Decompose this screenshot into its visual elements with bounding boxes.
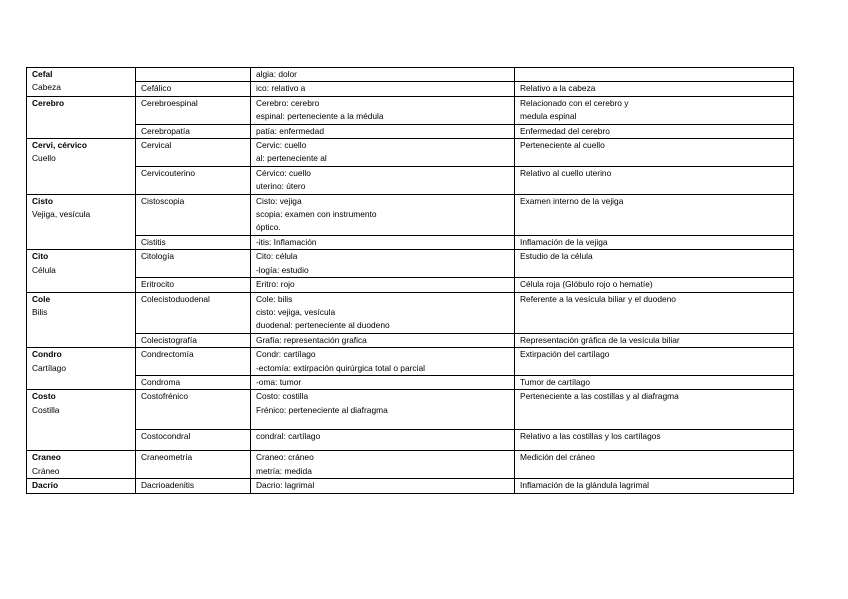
- term-cell: Cervicouterino: [136, 166, 251, 194]
- definition-cell: [515, 68, 794, 82]
- word-parts-cell: -itis: Inflamación: [251, 235, 515, 249]
- word-parts-cell: Grafía: representación grafica: [251, 333, 515, 347]
- word-parts-cell: Cisto: vejiga scopia: examen con instrumento óptico.: [251, 194, 515, 235]
- term-cell: Condroma: [136, 375, 251, 389]
- definition-cell: Inflamación de la vejiga: [515, 235, 794, 249]
- word-parts-cell: -oma: tumor: [251, 375, 515, 389]
- root-label: Cito: [32, 251, 49, 262]
- table-row: [27, 348, 794, 376]
- root-meaning: Cuello: [32, 153, 56, 164]
- word-parts-cell: Cito: célula -logía: estudio: [251, 250, 515, 278]
- root-label: Cisto: [32, 195, 53, 206]
- root-meaning: Cráneo: [32, 465, 60, 476]
- word-parts-cell: Dacrio: lagrimal: [251, 479, 515, 493]
- root-cell: [27, 96, 136, 138]
- word-parts-cell: patía: enfermedad: [251, 124, 515, 138]
- definition-cell: Inflamación de la glándula lagrimal: [515, 479, 794, 493]
- root-label: Costo: [32, 391, 56, 402]
- root-label: Craneo: [32, 452, 61, 463]
- table-row: [27, 250, 794, 278]
- medical-terms-body: [27, 68, 794, 494]
- definition-cell: Relativo a la cabeza: [515, 82, 794, 96]
- term-cell: Colecistografía: [136, 333, 251, 347]
- definition-cell: Perteneciente a las costillas y al diafragma: [515, 390, 794, 430]
- term-cell: Dacrioadenitis: [136, 479, 251, 493]
- table-row: [27, 333, 794, 347]
- table-row: [27, 390, 794, 430]
- term-cell: Cervical: [136, 139, 251, 167]
- root-cell: [27, 194, 136, 250]
- root-cell: [27, 479, 136, 493]
- root-cell: [27, 451, 136, 479]
- term-cell: Colecistoduodenal: [136, 292, 251, 333]
- root-meaning: Vejiga, vesícula: [32, 209, 91, 220]
- root-cell: [27, 68, 136, 97]
- word-parts-cell: Cole: bilis cisto: vejiga, vesícula duodenal: perteneciente al duodeno: [251, 292, 515, 333]
- definition-cell: Perteneciente al cuello: [515, 139, 794, 167]
- definition-cell: Relacionado con el cerebro y medula espinal: [515, 96, 794, 124]
- word-parts-cell: condral: cartílago: [251, 430, 515, 451]
- term-cell: Costocondral: [136, 430, 251, 451]
- table-row: [27, 139, 794, 167]
- definition-cell: Relativo a las costillas y los cartílagos: [515, 430, 794, 451]
- root-label: Cerebro: [32, 97, 65, 108]
- term-cell: Cefálico: [136, 82, 251, 96]
- table-row: [27, 292, 794, 333]
- table-row: [27, 194, 794, 235]
- word-parts-cell: Condr: cartílago -ectomía: extirpación quirúrgica total o parcial: [251, 348, 515, 376]
- medical-terms-table: [26, 67, 794, 494]
- table-row: [27, 235, 794, 249]
- table-row: [27, 430, 794, 451]
- definition-cell: Representación gráfica de la vesícula biliar: [515, 333, 794, 347]
- root-cell: [27, 348, 136, 390]
- definition-cell: Medición del cráneo: [515, 451, 794, 479]
- root-meaning: Cabeza: [32, 82, 61, 93]
- word-parts-cell: Cérvico: cuello uterino: útero: [251, 166, 515, 194]
- root-cell: [27, 139, 136, 195]
- root-cell: [27, 390, 136, 451]
- word-parts-cell: ico: relativo a: [251, 82, 515, 96]
- definition-cell: Célula roja (Glóbulo rojo o hematíe): [515, 278, 794, 292]
- word-parts-cell: Craneo: cráneo metría: medida: [251, 451, 515, 479]
- root-cell: [27, 292, 136, 348]
- definition-cell: Examen interno de la vejiga: [515, 194, 794, 235]
- term-cell: Craneometría: [136, 451, 251, 479]
- table-row: [27, 124, 794, 138]
- table-row: [27, 479, 794, 493]
- table-row: [27, 278, 794, 292]
- table-row: [27, 82, 794, 96]
- term-cell: Citología: [136, 250, 251, 278]
- definition-cell: Tumor de cartílago: [515, 375, 794, 389]
- definition-cell: Estudio de la célula: [515, 250, 794, 278]
- table-row: [27, 96, 794, 124]
- root-meaning: Costilla: [32, 404, 60, 415]
- definition-cell: Extirpación del cartílago: [515, 348, 794, 376]
- definition-cell: Relativo al cuello uterino: [515, 166, 794, 194]
- term-cell: Cistitis: [136, 235, 251, 249]
- term-cell: Cistoscopia: [136, 194, 251, 235]
- word-parts-cell: Cervic: cuello al: perteneciente al: [251, 139, 515, 167]
- word-parts-cell: Cerebro: cerebro espinal: perteneciente a la médula: [251, 96, 515, 124]
- term-cell: Eritrocito: [136, 278, 251, 292]
- root-meaning: Célula: [32, 264, 56, 275]
- root-label: Cervi, cérvico: [32, 140, 87, 151]
- root-label: Cefal: [32, 69, 53, 79]
- root-label: Cole: [32, 293, 51, 304]
- definition-cell: Referente a la vesícula biliar y el duodeno: [515, 292, 794, 333]
- root-cell: [27, 250, 136, 292]
- table-row: [27, 166, 794, 194]
- term-cell: Costofrénico: [136, 390, 251, 430]
- term-cell: [136, 68, 251, 82]
- word-parts-cell: Eritro: rojo: [251, 278, 515, 292]
- table-row: [27, 451, 794, 479]
- term-cell: Cerebroespinal: [136, 96, 251, 124]
- root-meaning: Cartílago: [32, 362, 66, 373]
- word-parts-cell: Costo: costilla Frénico: perteneciente al diafragma: [251, 390, 515, 430]
- root-label: Dacrio: [32, 480, 59, 491]
- term-cell: Condrectomía: [136, 348, 251, 376]
- table-row: [27, 68, 794, 82]
- term-cell: Cerebropatía: [136, 124, 251, 138]
- definition-cell: Enfermedad del cerebro: [515, 124, 794, 138]
- word-parts-cell: algia: dolor: [251, 68, 515, 82]
- root-meaning: Bilis: [32, 306, 48, 317]
- root-label: Condro: [32, 349, 62, 360]
- table-row: [27, 375, 794, 389]
